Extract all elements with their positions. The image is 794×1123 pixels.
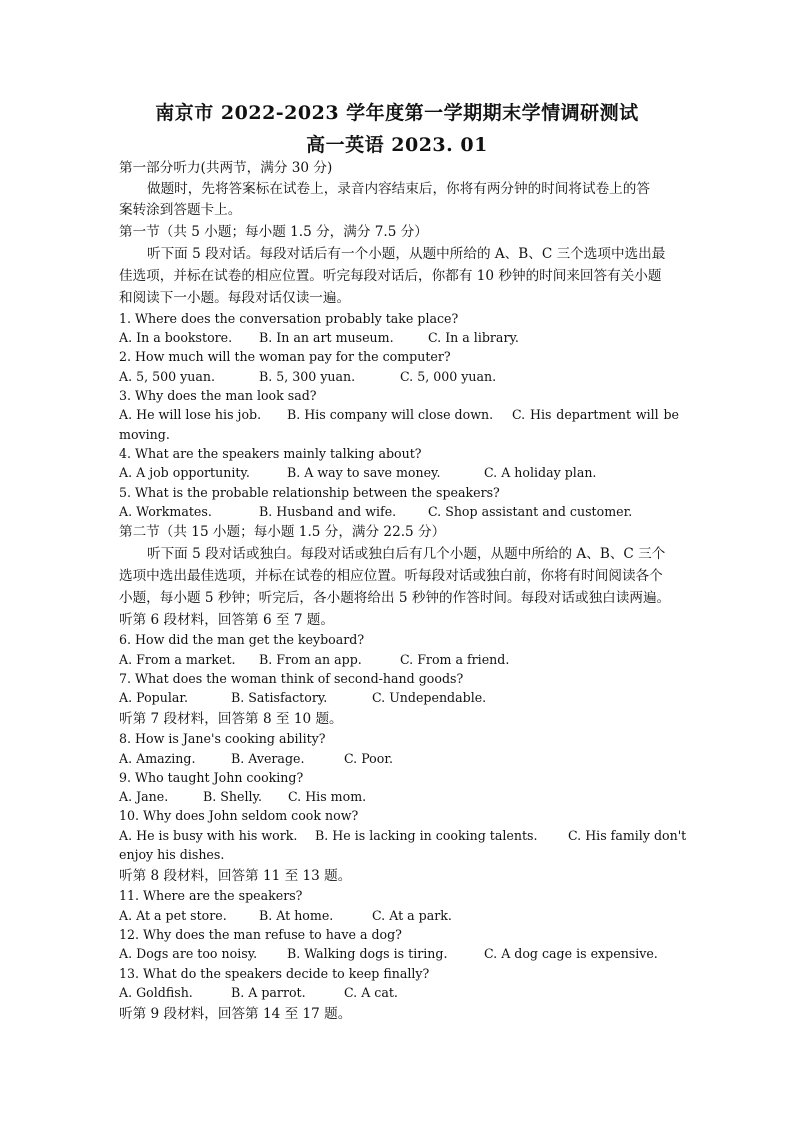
section1-intro-line-1: 听下面 5 段对话。每段对话后有一个小题，从题中所给的 A、B、C 三个选项中选出最 — [147, 246, 666, 262]
section2-intro-line-3: 小题，每小题 5 秒钟；听完后，各小题将给出 5 秒钟的作答时间。每段对话或独白读两遍。 — [119, 590, 671, 606]
option-b: B. A way to save money. — [287, 465, 441, 480]
option-c: C. Undependable. — [372, 690, 487, 705]
section1-heading: 第一节（共 5 小题；每小题 1.5 分，满分 7.5 分） — [119, 224, 428, 240]
question-stem: 5. What is the probable relationship between the speakers? — [119, 485, 500, 500]
option-a: A. He will lose his job. — [119, 407, 262, 422]
question-options — [119, 751, 679, 767]
question-options — [119, 652, 679, 668]
question-stem: 11. Where are the speakers? — [119, 888, 303, 903]
question-options — [119, 407, 679, 423]
option-c-word: be — [663, 407, 679, 422]
question-options — [119, 908, 679, 924]
option-a: A. Workmates. — [119, 504, 212, 519]
material-heading: 听第 7 段材料，回答第 8 至 10 题。 — [119, 711, 343, 727]
option-c: C. His mom. — [288, 789, 367, 804]
option-c: C. At a park. — [372, 908, 452, 923]
option-c: C. A holiday plan. — [484, 465, 597, 480]
option-b: B. Average. — [231, 751, 305, 766]
question-stem: 2. How much will the woman pay for the computer? — [119, 349, 451, 364]
option-c: C. A dog cage is expensive. — [484, 946, 658, 961]
question-options — [119, 690, 679, 706]
section2-heading: 第二节（共 15 小题；每小题 1.5 分，满分 22.5 分） — [119, 524, 446, 540]
option-a: A. At a pet store. — [119, 908, 227, 923]
option-c-word: department — [556, 407, 632, 422]
option-b: B. In an art museum. — [259, 330, 394, 345]
exam-title: 南京市 2022-2023 学年度第一学期期末学情调研测试 — [155, 102, 639, 124]
option-a: A. Amazing. — [119, 751, 196, 766]
option-c: C. Shop assistant and customer. — [428, 504, 633, 519]
exam-subtitle: 高一英语 2023. 01 — [306, 134, 488, 156]
option-c-continued: enjoy his dishes. — [119, 847, 225, 862]
question-stem: 8. How is Jane's cooking ability? — [119, 731, 326, 746]
option-c-word: His — [530, 407, 552, 422]
option-a: A. In a bookstore. — [119, 330, 233, 345]
option-b: B. 5, 300 yuan. — [259, 369, 356, 384]
option-c: C. A cat. — [344, 985, 398, 1000]
option-b: B. A parrot. — [231, 985, 306, 1000]
option-a: A. Popular. — [119, 690, 188, 705]
option-b: B. His company will close down. — [287, 407, 494, 422]
question-stem: 6. How did the man get the keyboard? — [119, 632, 365, 647]
section2-intro-line-2: 选项中选出最佳选项，并标在试卷的相应位置。听每段对话或独白前，你将有时间阅读各个 — [119, 568, 663, 584]
option-b: B. Shelly. — [203, 789, 262, 804]
option-b: B. Husband and wife. — [259, 504, 397, 519]
question-options — [119, 369, 679, 385]
question-options — [119, 330, 679, 346]
question-stem: 10. Why does John seldom cook now? — [119, 808, 359, 823]
option-c: C. From a friend. — [400, 652, 510, 667]
option-c: C. His family don't — [568, 828, 687, 843]
option-c: C. Poor. — [344, 751, 393, 766]
question-stem: 13. What do the speakers decide to keep finally? — [119, 966, 430, 981]
part1-intro-line-1: 做题时，先将答案标在试卷上，录音内容结束后，你将有两分钟的时间将试卷上的答 — [147, 181, 650, 197]
question-options — [119, 504, 679, 520]
question-stem: 9. Who taught John cooking? — [119, 770, 304, 785]
question-stem: 4. What are the speakers mainly talking about? — [119, 446, 422, 461]
option-a: A. A job opportunity. — [119, 465, 250, 480]
question-options — [119, 946, 679, 962]
part1-intro-line-2: 案转涂到答题卡上。 — [119, 202, 242, 218]
option-c — [512, 407, 679, 423]
question-stem: 7. What does the woman think of second-hand goods? — [119, 671, 464, 686]
question-options — [119, 789, 679, 805]
option-a: A. 5, 500 yuan. — [119, 369, 216, 384]
option-a: A. He is busy with his work. — [119, 828, 298, 843]
section1-intro-line-2: 佳选项，并标在试卷的相应位置。听完每段对话后，你都有 10 秒钟的时间来回答有关小题 — [119, 268, 662, 284]
section2-intro-line-1: 听下面 5 段对话或独白。每段对话或独白后有几个小题，从题中所给的 A、B、C 三个 — [147, 546, 666, 562]
option-c-continued: moving. — [119, 427, 170, 442]
section1-intro-line-3: 和阅读下一小题。每段对话仅读一遍。 — [119, 290, 351, 306]
material-heading: 听第 8 段材料，回答第 11 至 13 题。 — [119, 868, 352, 884]
option-c-word: C. — [512, 407, 526, 422]
part1-heading: 第一部分听力(共两节，满分 30 分) — [119, 160, 333, 176]
material-heading: 听第 6 段材料，回答第 6 至 7 题。 — [119, 612, 334, 628]
option-b: B. From an app. — [259, 652, 362, 667]
option-b: B. At home. — [259, 908, 334, 923]
option-b: B. He is lacking in cooking talents. — [315, 828, 538, 843]
option-a: A. Dogs are too noisy. — [119, 946, 258, 961]
question-stem: 3. Why does the man look sad? — [119, 388, 317, 403]
option-c-word: will — [635, 407, 659, 422]
option-a: A. Jane. — [119, 789, 169, 804]
option-a: A. From a market. — [119, 652, 236, 667]
question-options — [119, 828, 687, 844]
question-stem: 12. Why does the man refuse to have a dog? — [119, 927, 402, 942]
option-b: B. Satisfactory. — [231, 690, 328, 705]
option-b: B. Walking dogs is tiring. — [287, 946, 448, 961]
question-options — [119, 465, 679, 481]
question-options — [119, 985, 679, 1001]
option-c: C. In a library. — [428, 330, 519, 345]
question-stem: 1. Where does the conversation probably take place? — [119, 311, 459, 326]
option-a: A. Goldfish. — [119, 985, 193, 1000]
material-heading: 听第 9 段材料，回答第 14 至 17 题。 — [119, 1006, 352, 1022]
option-c: C. 5, 000 yuan. — [400, 369, 497, 384]
